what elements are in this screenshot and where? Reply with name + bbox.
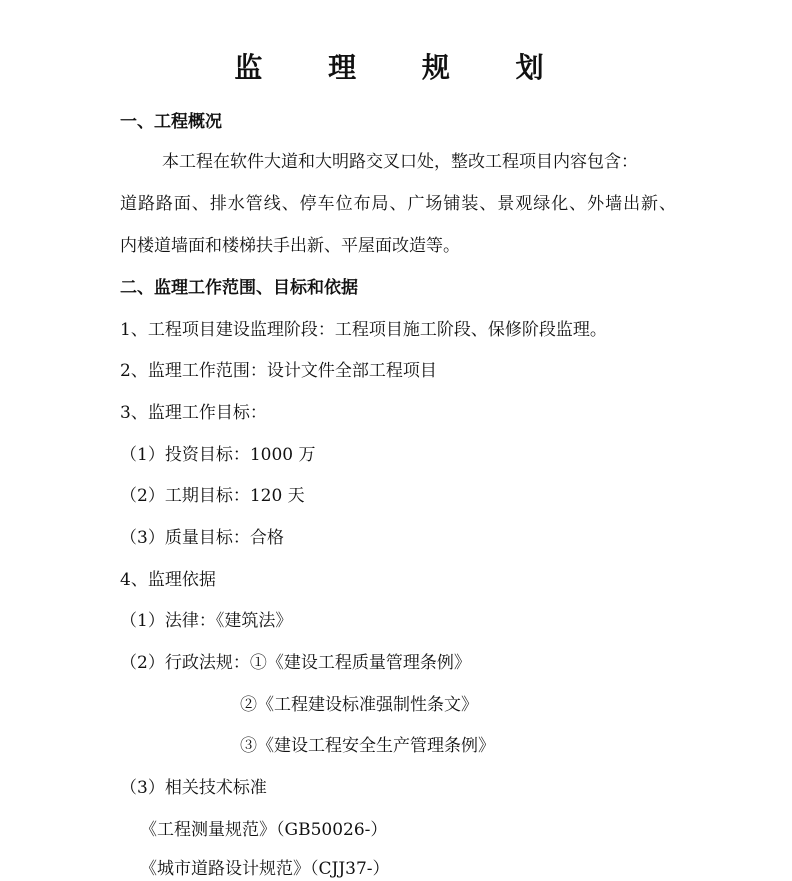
section-heading-overview: 一、工程概况: [120, 112, 222, 132]
basis-law: （1）法律：《建筑法》: [120, 611, 293, 631]
overview-paragraph-line-3: 内楼道墙面和楼梯扶手出新、平屋面改造等。: [120, 236, 460, 256]
goal-quality: （3）质量目标：合格: [120, 528, 284, 548]
standard-item-1: 《工程测量规范》（GB50026-）: [140, 820, 388, 840]
basis-regulation-3: ③《建设工程安全生产管理条例》: [240, 736, 495, 756]
standard-item-2: 《城市道路设计规范》（CJJ37-）: [140, 859, 390, 879]
basis-technical-standards: （3）相关技术标准: [120, 778, 267, 798]
basis-regulation-1: （2）行政法规：①《建设工程质量管理条例》: [120, 653, 471, 673]
scope-item-1: 1、工程项目建设监理阶段：工程项目施工阶段、保修阶段监理。: [120, 320, 607, 340]
overview-paragraph-line-1: 本工程在软件大道和大明路交叉口处，整改工程项目内容包含：: [162, 152, 638, 172]
goal-investment: （1）投资目标：1000 万: [120, 445, 316, 465]
basis-regulation-2: ②《工程建设标准强制性条文》: [240, 695, 478, 715]
section-heading-scope: 二、监理工作范围、目标和依据: [120, 278, 358, 298]
goal-schedule: （2）工期目标：120 天: [120, 486, 305, 506]
page-title: 监 理 规 划: [234, 51, 572, 84]
scope-item-3: 3、监理工作目标：: [120, 403, 267, 423]
scope-item-4: 4、监理依据: [120, 570, 216, 590]
overview-paragraph-line-2: 道路路面、排水管线、停车位布局、广场铺装、景观绿化、外墙出新、: [120, 194, 676, 214]
scope-item-2: 2、监理工作范围：设计文件全部工程项目: [120, 361, 437, 381]
